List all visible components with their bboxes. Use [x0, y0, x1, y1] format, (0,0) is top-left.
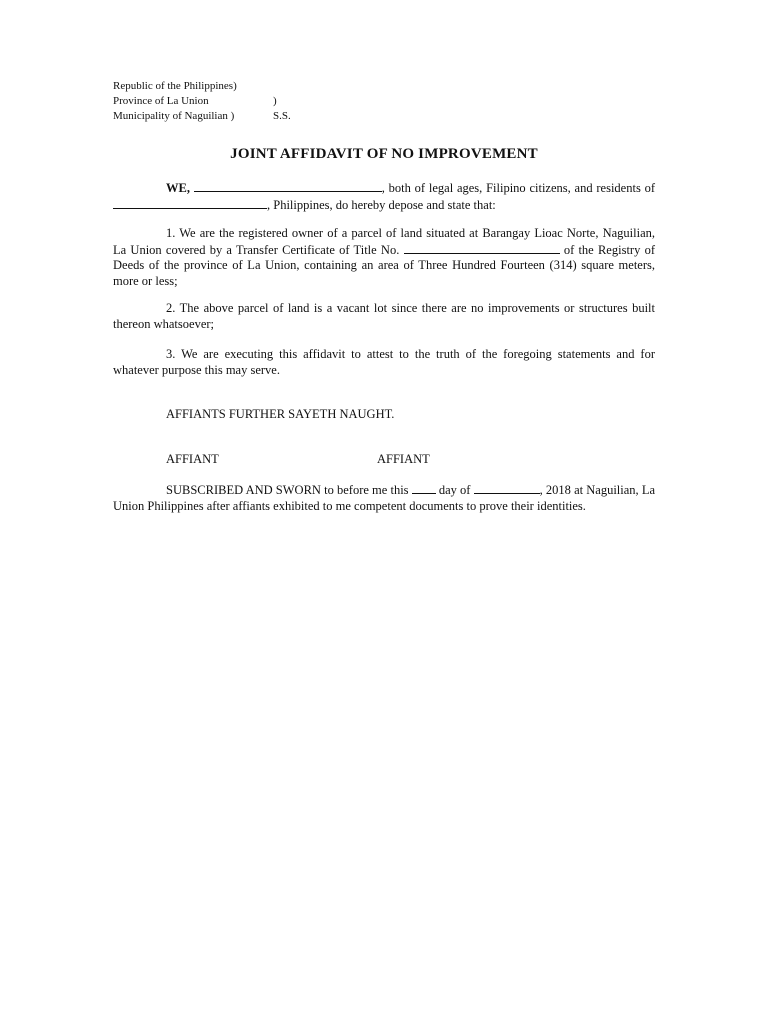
further-sayeth: AFFIANTS FURTHER SAYETH NAUGHT.: [166, 407, 395, 421]
day-blank: [412, 482, 436, 494]
jurat-text-1: SUBSCRIBED AND SWORN to before me this: [166, 483, 412, 497]
jurat-paragraph: [113, 482, 655, 514]
affiant-label-1: AFFIANT: [166, 452, 219, 466]
intro-paragraph: [113, 180, 655, 213]
venue-block: [113, 79, 291, 124]
venue-ss: ) S.S.: [273, 95, 291, 122]
tct-number-blank: [404, 242, 560, 254]
jurat-text-3: , 2018 at Naguilian, La Union Philippines after affiants exhibited to me competent documents to prove their identities.: [113, 483, 656, 513]
venue-municipality: Municipality of Naguilian ): [113, 110, 235, 122]
paragraph-1: [113, 226, 655, 289]
month-blank: [474, 482, 540, 494]
venue-republic: Republic of the Philippines): [113, 80, 237, 92]
paragraph-3: 3. We are executing this affidavit to attest to the truth of the foregoing statements and for whatever purpose this may serve.: [113, 347, 655, 377]
p1-text-1: 1. We are the registered owner of a parcel of land situated at Barangay Lioac Norte, Naguilian, La Union covered by a Transfer Certificate of Title No.: [113, 226, 655, 257]
intro-we: WE,: [166, 181, 190, 195]
p1-text-2: of the Registry of Deeds of the province of La Union, containing an area of Three Hundred Fourteen (314) square meters, more or less;: [113, 242, 655, 288]
intro-text-1: , both of legal ages, Filipino citizens, and residents of: [381, 181, 656, 195]
paragraph-2: 2. The above parcel of land is a vacant lot since there are no improvements or structures built thereon whatsoever;: [113, 301, 655, 331]
intro-text-2: , Philippines, do hereby depose and state that:: [267, 197, 496, 212]
affiant-label-2: AFFIANT: [377, 452, 430, 466]
document-title: JOINT AFFIDAVIT OF NO IMPROVEMENT: [230, 146, 538, 162]
names-blank: [194, 180, 382, 192]
venue-province: Province of La Union: [113, 95, 209, 107]
residence-blank: [113, 197, 267, 209]
jurat-text-2: day of: [435, 483, 474, 497]
